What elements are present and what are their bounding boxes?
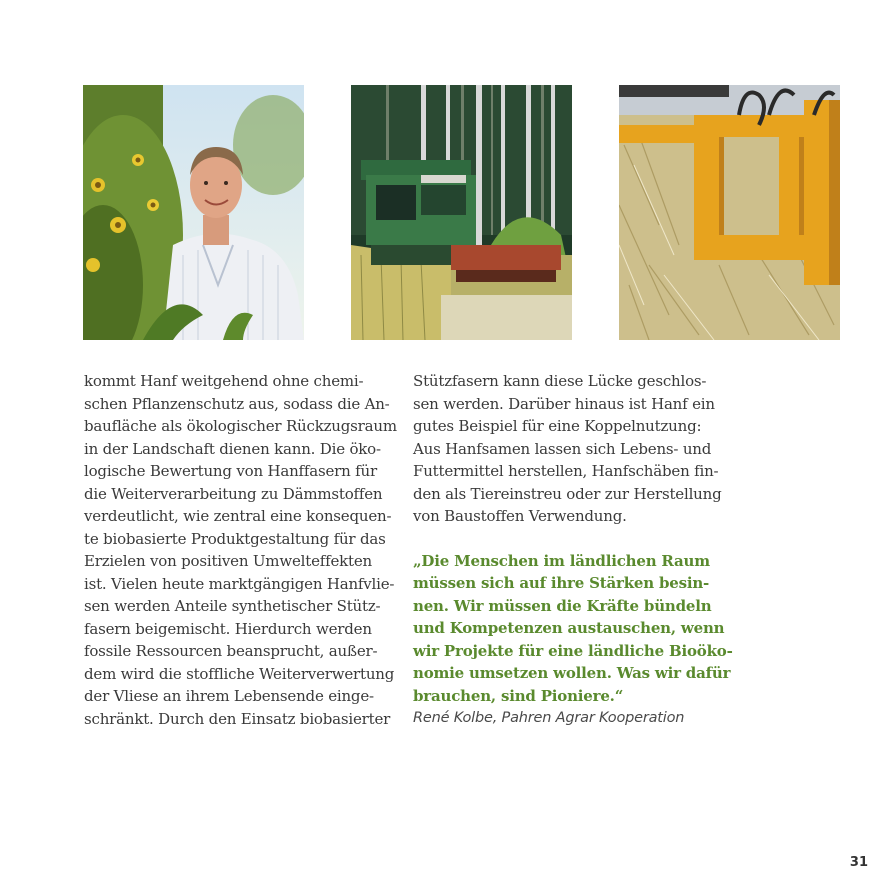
farmer-image [83, 85, 304, 340]
text-line: dem wird die stoffliche Weiterverwertung [84, 664, 395, 683]
text-line: Erzielen von positiven Umwelteffekten [84, 552, 372, 570]
text-line: gutes Beispiel für eine Koppelnutzung: [413, 417, 702, 435]
text-line: sen werden. Darüber hinaus ist Hanf ein [413, 394, 715, 413]
quote-line: müssen sich auf ihre Stärken besin- [413, 574, 710, 592]
body-text-right-column [413, 370, 733, 730]
text-line: der Vliese an ihrem Lebensende einge- [84, 687, 374, 705]
page-number: 31 [849, 855, 868, 870]
text-line: baufläche als ökologischer Rückzugsraum [84, 417, 397, 435]
photo-harvester [351, 85, 572, 340]
body-text-left-column [84, 370, 397, 730]
text-line: die Weiterverarbeitung zu Dämmstoffen [84, 484, 383, 503]
text-line: te biobasierte Produktgestaltung für das [84, 529, 386, 548]
text-line: schränkt. Durch den Einsatz biobasierter [84, 709, 391, 728]
quote-line: nen. Wir müssen die Kräfte bündeln [413, 596, 712, 615]
text-line: schen Pflanzenschutz aus, sodass die An- [84, 394, 390, 413]
quote-line: wir Projekte für eine ländliche Bioöko- [413, 641, 733, 660]
quote-line: nomie umsetzen wollen. Was wir dafür [413, 664, 731, 682]
text-line: logische Bewertung von Hanffasern für [84, 462, 377, 480]
quote-line: und Kompetenzen austauschen, wenn [413, 619, 725, 637]
quote-attribution: René Kolbe, Pahren Agrar Kooperation [413, 710, 685, 726]
bale-image [619, 85, 840, 340]
harvester-image [351, 85, 572, 340]
text-line: fossile Ressourcen beansprucht, außer- [84, 642, 378, 660]
text-line: fasern beigemischt. Hierdurch werden [84, 619, 372, 638]
photo-farmer [83, 85, 304, 340]
text-line: Aus Hanfsamen lassen sich Lebens- und [413, 439, 712, 458]
text-line: kommt Hanf weitgehend ohne chemi- [84, 372, 364, 390]
text-line: ist. Vielen heute marktgängigen Hanfvlie- [84, 574, 395, 593]
pull-quote [413, 550, 733, 708]
quote-line: „Die Menschen im ländlichen Raum [413, 551, 710, 570]
text-line: in der Landschaft dienen kann. Die öko- [84, 439, 381, 458]
text-line: von Baustoffen Verwendung. [413, 507, 627, 525]
quote-line: brauchen, sind Pioniere.“ [413, 686, 624, 705]
text-line: Futtermittel herstellen, Hanfschäben fin- [413, 462, 719, 480]
text-line: Stützfasern kann diese Lücke geschlos- [413, 372, 707, 390]
text-line: den als Tiereinstreu oder zur Herstellung [413, 484, 722, 503]
photo-bale [619, 85, 840, 340]
text-line: verdeutlicht, wie zentral eine konsequen- [84, 507, 392, 525]
text-line: sen werden Anteile synthetischer Stütz- [84, 597, 381, 615]
